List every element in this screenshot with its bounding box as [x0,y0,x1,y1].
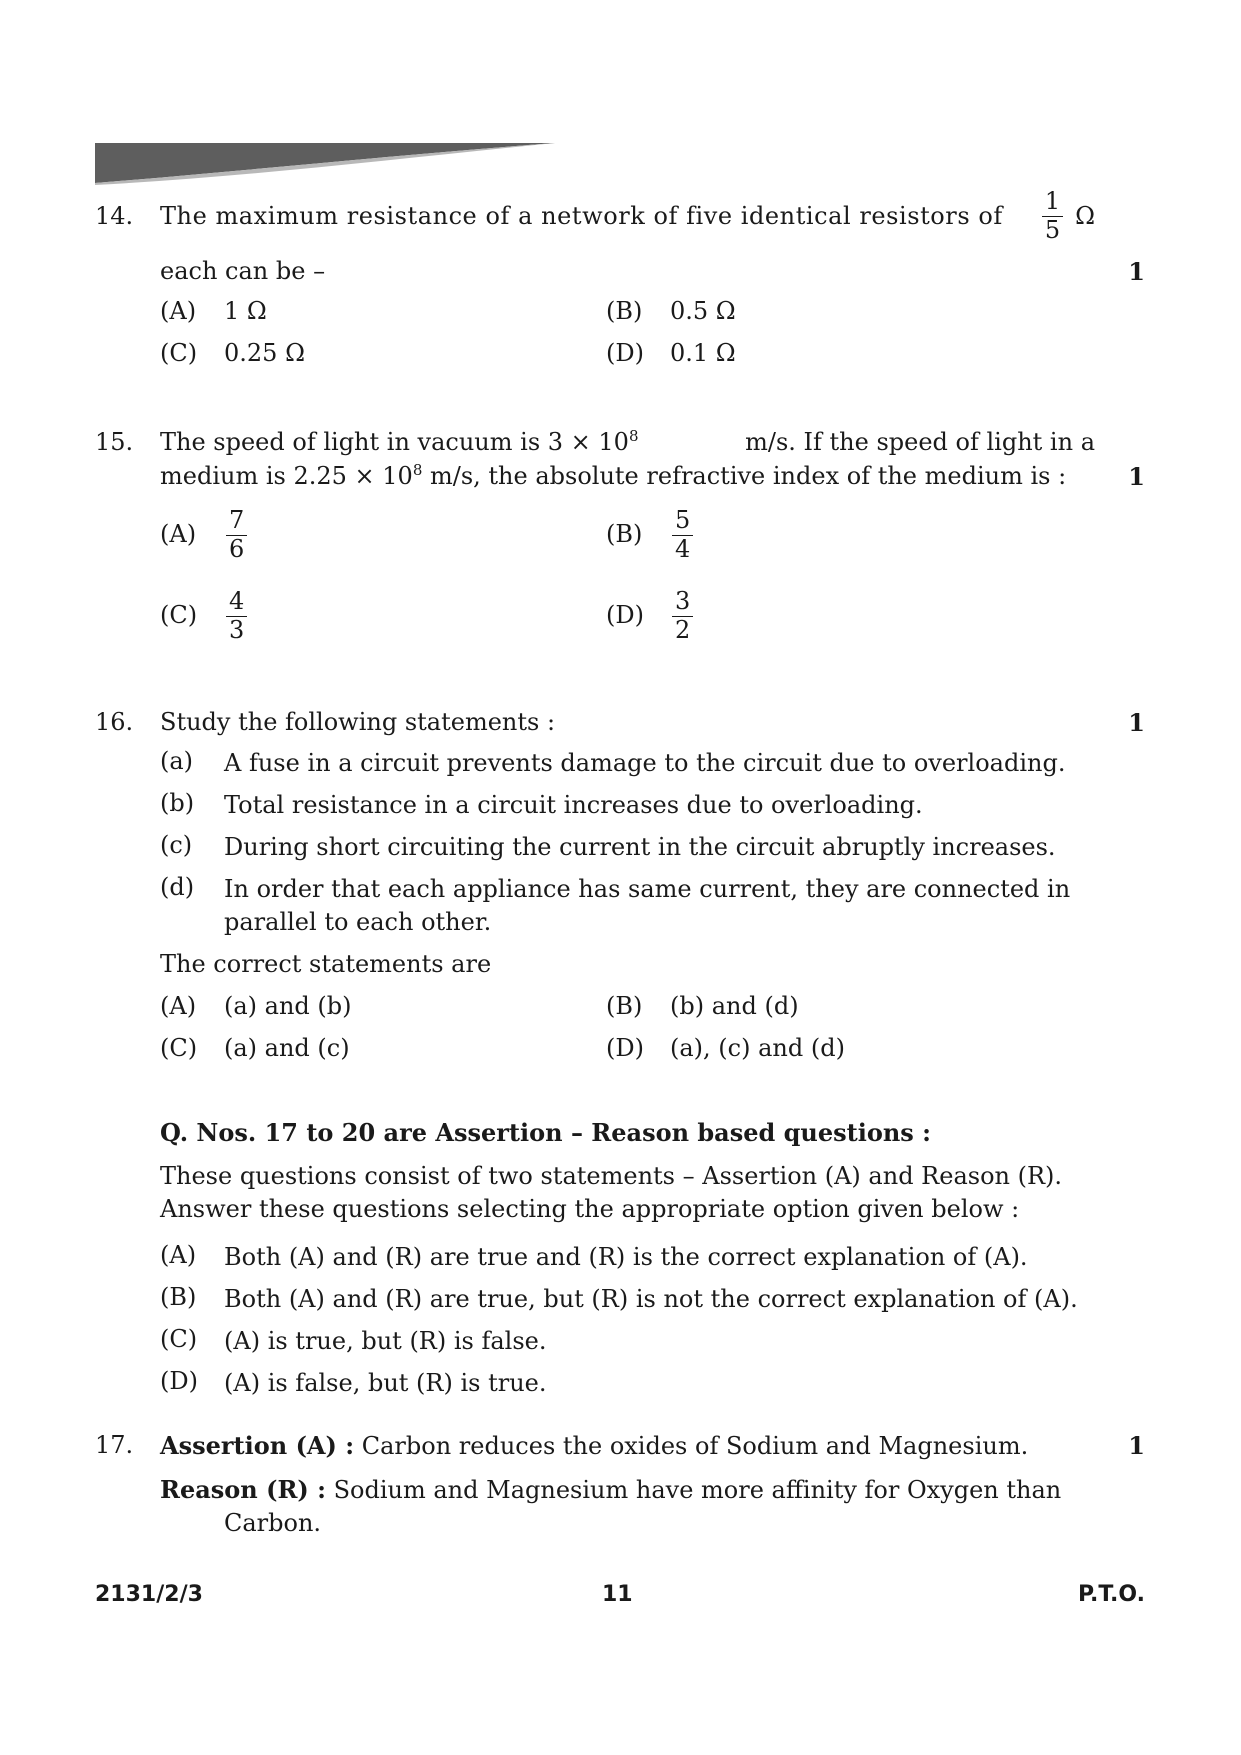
question-number: 17. [95,1431,134,1459]
ar-option-d: (D) (A) is false, but (R) is true. [160,1367,547,1397]
question-number: 15. [95,428,134,456]
question-text-line1 [160,188,1095,244]
statement-d: (d) In order that each appliance has same current, they are connected in parallel to each other. [160,873,1071,936]
fraction: $\frac{1}{5}$ [1042,188,1063,244]
marks: 1 [1128,257,1145,286]
option-c[interactable]: (C) 0.25 Ω [160,339,305,367]
question-text-line1: The speed of light in vacuum is $3 \times 10^8$ m/s. If the speed of light in a [160,427,1095,456]
ar-option-b: (B) Both (A) and (R) are true, but (R) is not the correct explanation of (A). [160,1283,1078,1313]
unit-ohm: Ω [1075,202,1095,231]
question-number: 14. [95,202,134,230]
question-text: The maximum resistance of a network of five identical resistors of [160,202,1003,231]
option-b[interactable]: (B) (b) and (d) [606,992,799,1020]
option-a[interactable]: (A) 1 Ω [160,297,267,325]
ar-option-a: (A) Both (A) and (R) are true and (R) is the correct explanation of (A). [160,1241,1028,1271]
question-text: Study the following statements : [160,708,556,736]
ar-option-c: (C) (A) is true, but (R) is false. [160,1325,547,1355]
option-c[interactable]: (C) (a) and (c) [160,1034,350,1062]
question-prompt: The correct statements are [160,950,492,978]
option-d[interactable]: (D) 0.1 Ω [606,339,736,367]
section-heading: Q. Nos. 17 to 20 are Assertion – Reason based questions : [160,1118,932,1147]
question-number: 16. [95,708,134,736]
option-a[interactable]: (A) $\frac{7}{6}$ [160,507,249,563]
marks: 1 [1128,462,1145,491]
assertion: Assertion (A) : Carbon reduces the oxides of Sodium and Magnesium. [160,1431,1029,1460]
option-a[interactable]: (A) (a) and (b) [160,992,352,1020]
option-b[interactable]: (B) 0.5 Ω [606,297,736,325]
page-number: 11 [602,1582,633,1607]
option-c[interactable]: (C) $\frac{4}{3}$ [160,588,249,644]
option-b[interactable]: (B) $\frac{5}{4}$ [606,507,695,563]
statement-a: (a) A fuse in a circuit prevents damage to the circuit due to overloading. [160,747,1066,777]
question-text-line2: each can be – [160,257,326,285]
statement-b: (b) Total resistance in a circuit increases due to overloading. [160,789,923,819]
option-d[interactable]: (D) (a), (c) and (d) [606,1034,845,1062]
statement-c: (c) During short circuiting the current in the circuit abruptly increases. [160,831,1056,861]
section-intro: These questions consist of two statements – Assertion (A) and Reason (R). Answer these questions selecting the appropriate option given below : [160,1162,1063,1223]
marks: 1 [1128,1431,1145,1460]
pto-label: P.T.O. [1077,1582,1145,1607]
option-d[interactable]: (D) $\frac{3}{2}$ [606,588,695,644]
reason: Reason (R) : Sodium and Magnesium have more affinity for Oxygen than Carbon. [160,1475,1069,1537]
header-band [95,143,555,185]
marks: 1 [1128,708,1145,737]
question-text-line2: medium is $2.25 \times 10^8$ m/s, the absolute refractive index of the medium is : [160,461,1067,490]
paper-code: 2131/2/3 [95,1582,203,1607]
